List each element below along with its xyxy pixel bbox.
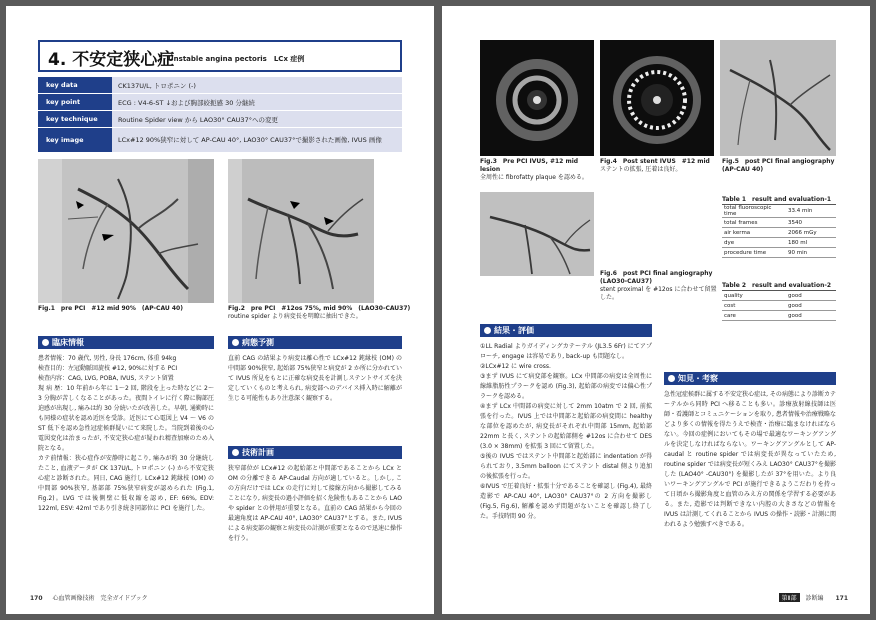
clinical-line: カテ前情報：狭心症作が安静時に起こり, 痛みが約 30 分継続したこと, 血液データが CK 137U/L, トロポニン (-) から不安定狭心症と診断された。同日, CAG 施行し LCx#12 鈍縁枝 (OM) の中間部 90%狭窄, 基部部 75%狭窄病変が認められた (Fig.1, Fig.2)。LVG では後側壁に低収縮を認め, EF: 66%, EDV: 122ml, ESV: 42ml であり引き続き同部位に PCI を施行した。 [38, 455, 214, 512]
table-row [722, 248, 836, 258]
clinical-line: 患者情報：70 歳代, 男性, 身長 176cm, 体重 94kg [38, 355, 177, 362]
table2-results [722, 290, 836, 321]
bullet-icon [232, 339, 239, 346]
table-cell: 90 min [786, 248, 836, 258]
key-label: key image [38, 128, 112, 152]
table1-results [722, 204, 836, 258]
section-knowledge-header [664, 372, 836, 385]
section-clinical-title: 臨床情報 [52, 338, 84, 347]
part-tag: 第Ⅱ部 [779, 593, 800, 602]
right-page [442, 6, 870, 614]
fig2-angiography-image [228, 159, 374, 303]
key-row [38, 94, 402, 111]
fig4-caption [600, 158, 718, 174]
fig5-caption [722, 158, 842, 174]
fig6-angiography-image [480, 192, 594, 276]
table-row [722, 301, 836, 311]
section-results-header [480, 324, 652, 337]
key-info-table [38, 76, 402, 152]
key-row [38, 128, 402, 152]
left-footer [30, 593, 148, 602]
table-cell: cost [722, 301, 786, 311]
fig3-caption-detail: 全周性に fibrofatty plaque を認める。 [480, 174, 588, 181]
table2-title: Table 2 result and evaluation-2 [722, 282, 832, 289]
table-cell: air kerma [722, 228, 786, 238]
section-plan-header [228, 446, 402, 459]
table-cell: care [722, 311, 786, 321]
key-value: Routine Spider view から LAO30° CAU37°への変更 [112, 111, 402, 128]
table1-title: Table 1 result and evaluation-1 [722, 196, 832, 203]
knowledge-body [664, 390, 836, 530]
bullet-icon [232, 449, 239, 456]
key-row [38, 111, 402, 128]
section-prediction-title: 病態予測 [242, 338, 274, 347]
plan-body [228, 464, 402, 544]
prediction-body [228, 354, 402, 404]
fig5-caption-text: Fig.5 post PCI final angiography (AP-CAU 40) [722, 158, 835, 173]
section-clinical-header [38, 336, 214, 349]
key-label: key data [38, 77, 112, 94]
bullet-icon [484, 327, 491, 334]
result-item: ④まず LCx 中間部の病変に対して 2mm 10atm で 2 回, 前拡張を行った。IVUS 上では中間部と起始部の病変間に healthy な部位を認めたが, 病変長がそれぞれ中間部 15mm, 起始部 22mm と長く, ステントの起始部側を #12os に合わせて DES (3.0 × 38mm) を拡張 3 回にて留置した。 [480, 403, 652, 450]
knowledge-text: 急性冠症候群に属する不安定狭心症は, その病態により診断カテーテルから同時 PCI へ移ることも多い。診療放射線技師は医師・看護師とコミュニケーションを取り, 患者情報や治療戦略などより多くの情報を得たうえで検査・治療に臨まなければならない。今回の症例においてもその場で最適なワーキングアングルを決定しなければならない。ワーキングアングルとして AP-caudal と routine spider では病変長が異なっていたため, routine spider では病変長が短くみえ LAO30° CAU37°を撮影した (LAO40° -CAU30°) を撮影したが 37°を用いた。より良いワーキングアングルで PCI が施行できるようこだわりを持って日頃から撮影角度と血管のみえ方の関係を学習する必要がある。また, 造影では判断できない内腔の大きさなどの情報を IVUS は計測してくれることから IVUS の操作・読影・計測に関われるよう勉強すべきである。 [664, 391, 836, 528]
key-label: key technique [38, 111, 112, 128]
section-prediction-header [228, 336, 402, 349]
fig2-caption-detail: routine spider より病変長を明瞭に抽出できた。 [228, 313, 362, 320]
table-cell: dye [722, 238, 786, 248]
fig6-caption-detail: stent proximal を #12os に合わせて留置した。 [600, 286, 717, 301]
table-cell: good [786, 291, 836, 301]
fig2-caption [228, 305, 428, 321]
fig3-ivus-image [480, 40, 594, 156]
fig1-caption-text: Fig.1 pre PCI #12 mid 90% (AP-CAU 40) [38, 305, 183, 312]
table-cell: good [786, 311, 836, 321]
page-number: 171 [835, 595, 848, 602]
section-knowledge-title: 知見・考察 [678, 374, 718, 383]
clinical-line: 検査目的：左冠動脈回旋枝 #12, 90%に対する PCI [38, 365, 178, 372]
table-cell: 2066 mGy [786, 228, 836, 238]
left-page [6, 6, 434, 614]
fig4-caption-detail: ステントの拡張, 圧着は良好。 [600, 166, 682, 173]
fig6-caption-text: Fig.6 post PCI final angiography (LAO30-CAU37) [600, 270, 713, 285]
fig5-angiography-image [720, 40, 836, 156]
result-item: ③まず IVUS にて病変部を観察。LCx 中間部の病変は全周性に線維脂肪性プラークを認め (Fig.3), 起始部の病変では偏心性プラークを認める。 [480, 373, 652, 400]
table-row [722, 238, 836, 248]
table-cell: 180 ml [786, 238, 836, 248]
result-item: ①LL Radial よりガイディングカテーテル (JL3.5 6Fr) にてアプローチ, engage は容易であり, back-up も問題なし。 [480, 343, 652, 360]
table-row [722, 205, 836, 218]
table-cell: procedure time [722, 248, 786, 258]
table-row [722, 218, 836, 228]
key-value: ECG : V4-6-ST ↓および胸部絞扼感 30 分継続 [112, 94, 402, 111]
fig3-caption [480, 158, 600, 182]
fig2-caption-text: Fig.2 pre PCI #12os 75%, mid 90% (LAO30-CAU37) [228, 305, 411, 312]
chapter-subtitle: Unstable angina pectoris LCx 症例 [168, 55, 305, 63]
table-row [722, 311, 836, 321]
table-cell: total fluoroscopic time [722, 205, 786, 218]
fig4-caption-text: Fig.4 Post stent IVUS #12 mid [600, 158, 710, 165]
page-number: 170 [30, 595, 43, 602]
book-title: 心血管画像技術 完全ガイドブック [52, 595, 148, 602]
result-item: ⑤後の IVUS ではステント中間部と起始部に indentation が得られており, 3.5mm balloon にてステント distal 側より追加の後拡張を行った。 [480, 453, 652, 480]
key-value: CK137U/L, トロポニン (-) [112, 77, 402, 94]
chapter-title: 4. 不安定狭心症 [48, 50, 175, 70]
table-cell: 33.4 min [786, 205, 836, 218]
key-value: LCx#12 90%狭窄に対して AP-CAU 40°, LAO30° CAU37°で撮影された画像, IVUS 画像 [112, 128, 402, 152]
result-item: ②LCx#12 に wire cross. [480, 363, 551, 370]
result-item: ⑥IVUS で圧着良好・拡張十分であることを確認し (Fig.4), 最終造影で AP-CAU 40°, LAO30° CAU37°の 2 方向を撮影し (Fig.5, Fig.6), 解離を認めず問題がないことを確認し終了した。手技時間 90 分。 [480, 483, 652, 520]
table-cell: 3540 [786, 218, 836, 228]
table-cell: good [786, 301, 836, 311]
bullet-icon [668, 375, 675, 382]
fig4-ivus-image [600, 40, 714, 156]
key-label: key point [38, 94, 112, 111]
table-cell: total frames [722, 218, 786, 228]
section-plan-title: 技術計画 [242, 448, 274, 457]
results-body [480, 342, 652, 522]
table-cell: quality [722, 291, 786, 301]
right-footer [779, 593, 848, 602]
fig1-caption [38, 305, 218, 313]
section-name: 診断編 [805, 595, 824, 602]
chapter-title-box [38, 40, 402, 72]
table-row [722, 291, 836, 301]
section-results-title: 結果・評価 [494, 326, 534, 335]
clinical-line: 検査内容：CAG, LVG, POBA, IVUS, ステント留置 [38, 375, 174, 382]
bullet-icon [42, 339, 49, 346]
plan-text: 狭窄部位が LCx#12 の起始部と中間部であることから LCx と OM の分離できる AP-Caudal 方向が適していると。しかし, この方向だけでは LCx の走行に対して接線方向から撮影してみることになり, 病変長の過小評価を招く危険性もあることから LAO や spider との併用が重要となる。直前の CAG 結果から今回の最適角度は AP-CAU 40°, LAO30° CAU37°とする。また, IVUS による病変部の観察と病変長の計測が重要となるので迅速に操作を行う。 [228, 465, 403, 542]
fig3-caption-text: Fig.3 Pre PCI IVUS, #12 mid lesion [480, 158, 579, 173]
fig1-angiography-image [38, 159, 214, 303]
table-row [722, 228, 836, 238]
clinical-info-body [38, 354, 214, 514]
fig6-caption [600, 270, 718, 302]
clinical-line: 現 病 歴：10 年前から年に 1～2 回, 階段を上った時などに 2～3 分胸が苦しくなることがあった。夜間トイレに行く際に胸部圧迫感が出現し, 痛みは約 30 分続いたが改善した。早朝, 通勤時にも同様の症状を認め近医を受診。近医にて心電図上 V4 ～ V6 の ST 低下を認め急性冠症候群疑いにて来院した。当院到着後の心電図変化は治まったが, 不安定狭心症が疑われ精査加療のため入院となる。 [38, 385, 214, 452]
prediction-text: 直前 CAG の結果より病変は離心性で LCx#12 鈍縁枝 (OM) の中間部 90%狭窄, 起始部 75%狭窄と病変が 2 か所に分かれていて IVUS 所見をもとに正確な病変長を計測しステントサイズを決定していくものと考えられ, 病変部へのデバイス挿入時に解離が生じる可能性もあり注意深く観察する。 [228, 355, 402, 402]
key-row [38, 77, 402, 94]
